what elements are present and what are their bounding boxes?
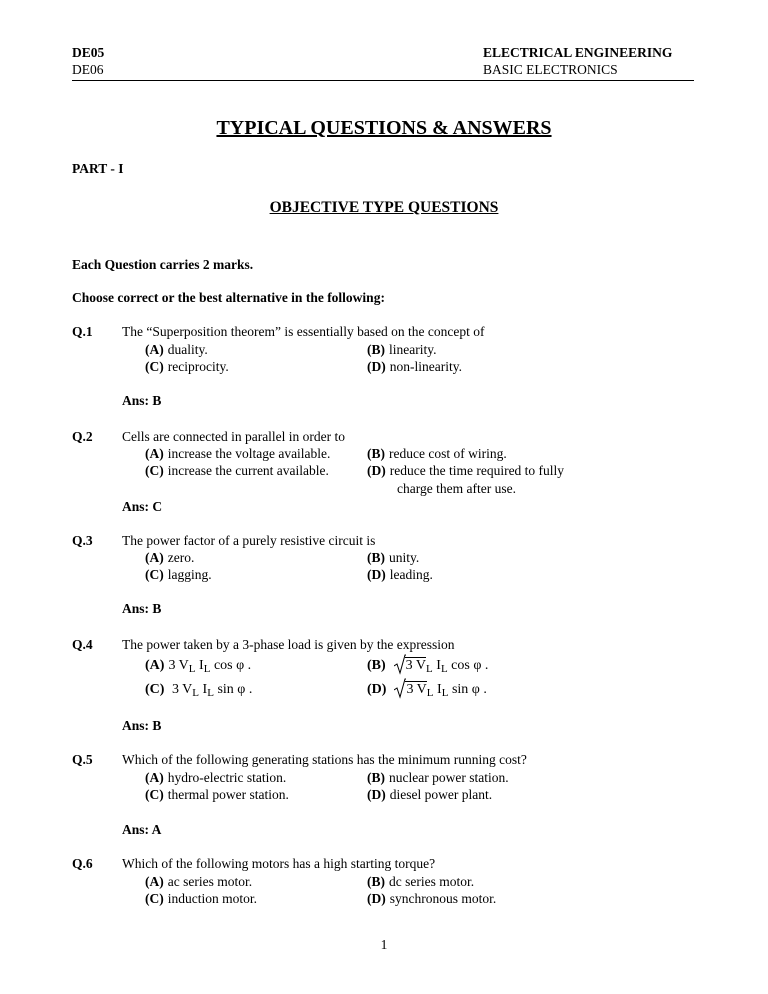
option-a — [145, 873, 252, 890]
question-text: The “Superposition theorem” is essentially based on the concept of — [122, 324, 485, 339]
option-d — [367, 890, 496, 907]
option-label: (B) — [367, 446, 385, 461]
option-d-continued: charge them after use. — [397, 481, 516, 496]
option-label: (C) — [145, 567, 164, 582]
subscript: L — [203, 663, 211, 675]
answer: Ans: B — [122, 601, 162, 616]
option-text: lagging. — [167, 567, 212, 582]
option-label: (A) — [145, 874, 164, 889]
option-text: increase the voltage available. — [167, 446, 331, 461]
choose-instruction: Choose correct or the best alternative in the following: — [72, 290, 385, 305]
option-b — [367, 769, 509, 786]
question-text: Which of the following motors has a high starting torque? — [122, 856, 436, 871]
option-text: induction motor. — [167, 891, 257, 906]
option-label: (A) — [145, 658, 165, 673]
question-text: The power factor of a purely resistive circuit is — [122, 533, 376, 548]
option-coefficient: 3 V — [168, 658, 189, 673]
option-b — [367, 873, 474, 890]
option-label: (C) — [145, 359, 164, 374]
option-text: ac series motor. — [167, 874, 253, 889]
option-label: (A) — [145, 770, 164, 785]
header-codes — [72, 44, 104, 78]
option-label: (B) — [367, 874, 385, 889]
section-heading: OBJECTIVE TYPE QUESTIONS — [269, 199, 499, 216]
option-label: (D) — [367, 463, 386, 478]
option-c — [145, 890, 257, 907]
option-current: I — [432, 658, 441, 673]
option-label: (D) — [367, 787, 386, 802]
option-label: (C) — [145, 682, 165, 697]
option-text: unity. — [389, 550, 420, 565]
option-function: sin φ . — [213, 682, 253, 697]
header-subject-electrical: ELECTRICAL ENGINEERING — [483, 45, 673, 60]
question-text: Cells are connected in parallel in order to — [122, 429, 346, 444]
option-label: (D) — [367, 359, 386, 374]
option-a — [145, 769, 286, 786]
question-number: Q.4 — [72, 637, 93, 652]
question-number: Q.3 — [72, 533, 93, 548]
option-current: I — [199, 682, 208, 697]
option-text: reciprocity. — [167, 359, 229, 374]
option-label: (C) — [145, 787, 164, 802]
question-text: Which of the following generating stations has the minimum running cost? — [122, 752, 527, 767]
header-code-de05: DE05 — [72, 45, 105, 60]
header-code-de06: DE06 — [72, 62, 104, 77]
option-label: (D) — [367, 682, 387, 697]
subscript: L — [188, 663, 196, 675]
option-a — [145, 445, 330, 462]
header-subjects — [483, 44, 672, 78]
option-label: (A) — [145, 446, 164, 461]
subscript: L — [440, 663, 448, 675]
option-b — [367, 341, 436, 358]
option-d — [367, 462, 564, 479]
option-text: duality. — [167, 342, 208, 357]
subscript: L — [426, 687, 434, 699]
option-text: leading. — [389, 567, 433, 582]
option-label: (B) — [367, 550, 385, 565]
option-d — [367, 786, 492, 803]
option-text: reduce the time required to fully — [389, 463, 565, 478]
option-d — [367, 358, 462, 375]
option-label: (C) — [145, 891, 164, 906]
option-d — [367, 566, 433, 583]
option-label: (B) — [367, 770, 385, 785]
option-text: synchronous motor. — [389, 891, 497, 906]
option-a — [145, 657, 251, 674]
option-function: sin φ . — [448, 682, 487, 697]
option-a — [145, 341, 208, 358]
option-coefficient: 3 V — [406, 682, 427, 697]
option-text: increase the current available. — [167, 463, 329, 478]
option-label: (B) — [367, 658, 386, 673]
subscript: L — [426, 663, 433, 675]
option-text: zero. — [167, 550, 195, 565]
option-c — [145, 358, 229, 375]
option-text: thermal power station. — [167, 787, 289, 802]
answer: Ans: B — [122, 393, 162, 408]
subscript: L — [441, 687, 449, 699]
part-heading: PART - I — [72, 161, 124, 176]
question-number: Q.5 — [72, 752, 93, 767]
option-current: I — [433, 682, 442, 697]
option-c — [145, 681, 252, 698]
option-c — [145, 566, 212, 583]
question-text: The power taken by a 3-phase load is given by the expression — [122, 637, 455, 652]
option-text: reduce cost of wiring. — [389, 446, 507, 461]
square-root-icon — [394, 657, 426, 674]
option-function: cos φ . — [210, 658, 252, 673]
subscript: L — [192, 687, 200, 699]
marks-instruction: Each Question carries 2 marks. — [72, 257, 254, 272]
option-a — [145, 549, 194, 566]
subscript: L — [207, 687, 214, 699]
option-label: (D) — [367, 567, 386, 582]
option-b — [367, 657, 488, 674]
square-root-icon — [394, 681, 426, 698]
question-number: Q.6 — [72, 856, 93, 871]
option-label: (A) — [145, 550, 164, 565]
option-label: (A) — [145, 342, 164, 357]
option-b — [367, 549, 419, 566]
option-b — [367, 445, 507, 462]
header-divider — [72, 80, 694, 81]
option-text: hydro-electric station. — [167, 770, 287, 785]
question-number: Q.2 — [72, 429, 93, 444]
option-function: cos φ . — [447, 658, 489, 673]
option-label: (B) — [367, 342, 385, 357]
header-subject-electronics: BASIC ELECTRONICS — [483, 62, 618, 77]
option-text: non-linearity. — [389, 359, 462, 374]
answer: Ans: B — [122, 718, 162, 733]
question-number: Q.1 — [72, 324, 93, 339]
option-text: linearity. — [389, 342, 437, 357]
page-number: 1 — [380, 937, 388, 952]
answer: Ans: C — [122, 499, 163, 514]
option-coefficient: 3 V — [171, 682, 193, 697]
option-c — [145, 786, 289, 803]
option-d — [367, 681, 487, 698]
option-text: dc series motor. — [389, 874, 475, 889]
answer: Ans: A — [122, 822, 162, 837]
option-text: diesel power plant. — [389, 787, 493, 802]
page-title: TYPICAL QUESTIONS & ANSWERS — [216, 117, 552, 139]
option-coefficient: 3 V — [405, 658, 427, 673]
option-label: (D) — [367, 891, 386, 906]
option-text: nuclear power station. — [389, 770, 509, 785]
option-current: I — [195, 658, 204, 673]
option-label: (C) — [145, 463, 164, 478]
option-c — [145, 462, 329, 479]
